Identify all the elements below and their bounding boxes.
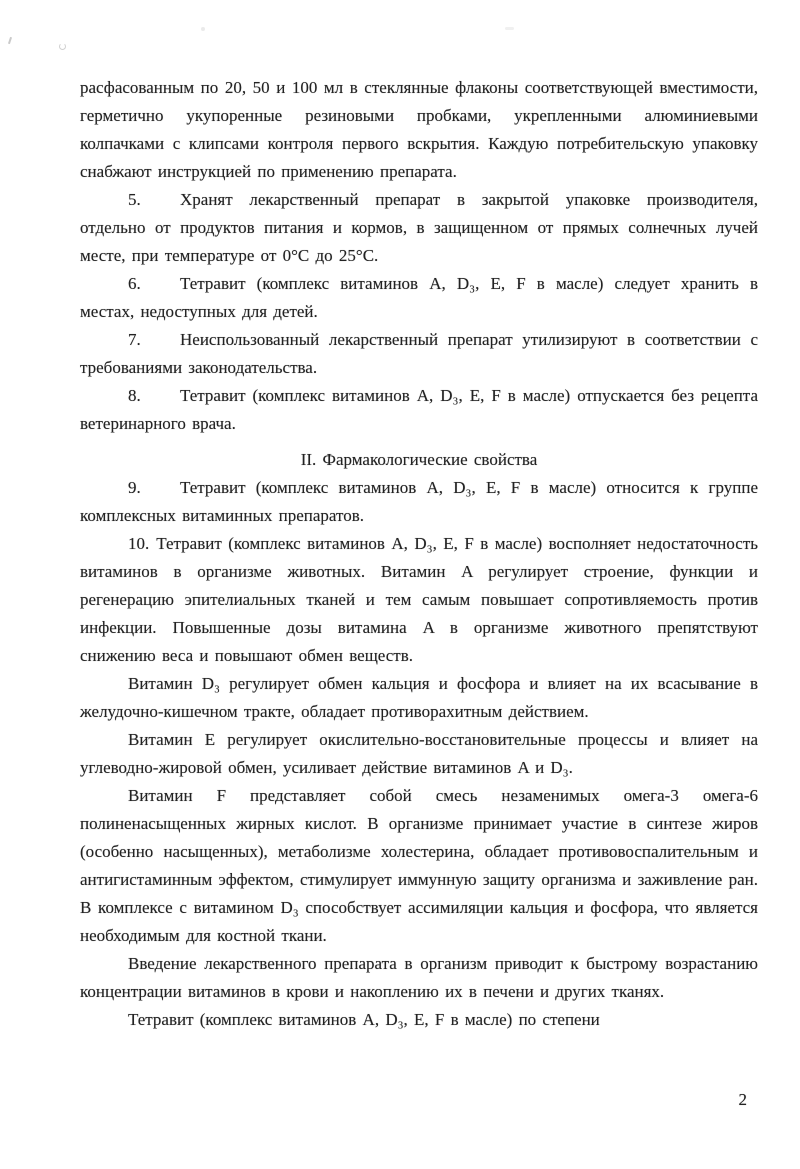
paragraph-text: Тетравит (комплекс витаминов A, D₃, E, F в масле) относится к группе комплексных витаминных препаратов. bbox=[80, 478, 758, 525]
paragraph-number: 7. bbox=[128, 330, 141, 349]
paragraph-5 bbox=[80, 186, 758, 270]
page-number: 2 bbox=[738, 1090, 747, 1109]
paragraph-vvedenie: Введение лекарственного препарата в организм приводит к быстрому возрастанию концентрации витаминов в крови и накоплению их в печени и других тканях. bbox=[80, 954, 758, 1001]
paragraph-9 bbox=[80, 474, 758, 530]
paragraph-text: Неиспользованный лекарственный препарат утилизируют в соответствии с требованиями законодательства. bbox=[80, 330, 758, 377]
paragraph-number: 9. bbox=[128, 478, 141, 497]
paragraph-7 bbox=[80, 326, 758, 382]
paragraph-vitamin-f: Витамин F представляет собой смесь незаменимых омега-3 омега-6 полиненасыщенных жирных кислот. В организме принимает участие в синтезе жиров (особенно насыщенных), метаболизме холестерина, обладает противовоспалительным и антигистаминным эффектом, стимулирует иммунную защиту организма и заживление ран. В комплексе с витамином D₃ способствует ассимиляции кальция и фосфора, что является необходимым для костной ткани. bbox=[80, 786, 758, 945]
paragraph-vitamin-d3: Витамин D₃ регулирует обмен кальция и фосфора и влияет на их всасывание в желудочно-кишечном тракте, обладает противорахитным действием. bbox=[80, 674, 758, 721]
scan-artifact bbox=[201, 27, 205, 31]
scan-artifact bbox=[59, 43, 66, 50]
paragraph-8 bbox=[80, 382, 758, 438]
paragraph-last-incomplete: Тетравит (комплекс витаминов A, D₃, E, F в масле) по степени bbox=[128, 1010, 600, 1029]
scan-artifact bbox=[8, 37, 12, 44]
paragraph-6 bbox=[80, 270, 758, 326]
scan-artifact bbox=[505, 27, 514, 30]
paragraph-number: 10. bbox=[128, 534, 150, 553]
paragraph-continuation: расфасованным по 20, 50 и 100 мл в стеклянные флаконы соответствующей вместимости, герметично укупоренные резиновыми пробками, укрепленными алюминиевыми колпачками с клипсами контроля первого вскрытия. Каждую потребительскую упаковку снабжают инструкцией по применению препарата. bbox=[80, 78, 758, 181]
paragraph-number: 8. bbox=[128, 386, 141, 405]
paragraph-number: 5. bbox=[128, 190, 141, 209]
paragraph-text: Тетравит (комплекс витаминов A, D₃, E, F в масле) отпускается без рецепта ветеринарного врача. bbox=[80, 386, 758, 433]
paragraph-10 bbox=[80, 530, 758, 670]
section-heading: II. Фармакологические свойства bbox=[300, 450, 538, 469]
paragraph-text: Тетравит (комплекс витаминов A, D₃, E, F в масле) следует хранить в местах, недоступных для детей. bbox=[80, 274, 758, 321]
paragraph-vitamin-e: Витамин E регулирует окислительно-восстановительные процессы и влияет на углеводно-жировой обмен, усиливает действие витаминов A и D₃. bbox=[80, 730, 758, 777]
paragraph-number: 6. bbox=[128, 274, 141, 293]
paragraph-text: Тетравит (комплекс витаминов A, D₃, E, F в масле) восполняет недостаточность витаминов в организме животных. Витамин A регулирует строение, функции и регенерацию эпителиальных тканей и тем самым повышает сопротивляемость против инфекции. Повышенные дозы витамина A в организме животного препятствуют снижению веса и повышают обмен веществ. bbox=[80, 534, 758, 665]
paragraph-text: Хранят лекарственный препарат в закрытой упаковке производителя, отдельно от продуктов питания и кормов, в защищенном от прямых солнечных лучей месте, при температуре от 0°С до 25°С. bbox=[80, 190, 758, 265]
